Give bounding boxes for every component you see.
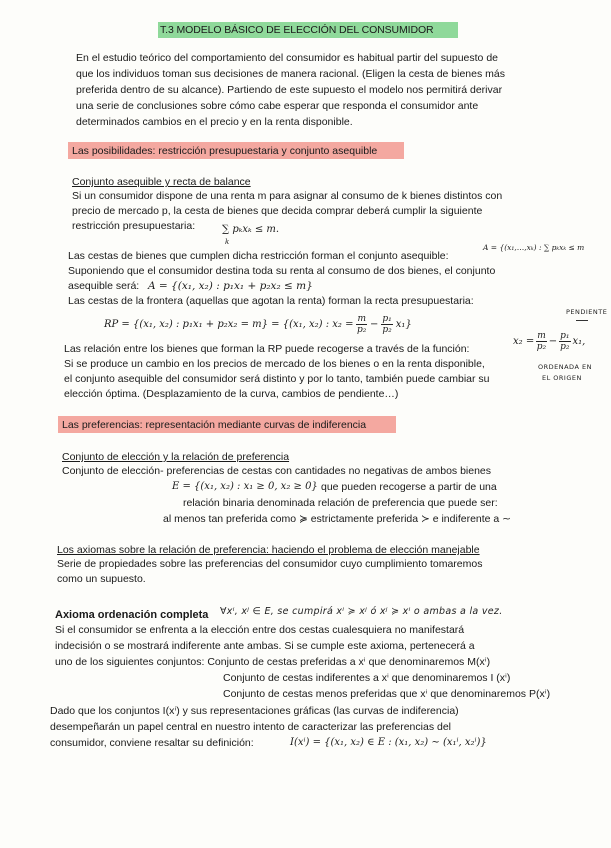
handwritten-note-pendiente: PENDIENTE bbox=[566, 308, 608, 316]
section2-subheading: Conjunto de elección y la relación de preferencia bbox=[62, 451, 290, 463]
fn-fraction-1-num: m bbox=[537, 330, 546, 341]
affordable-set-formula: A = {(x₁,…,xₖ) : ∑ pₖxₖ ≤ m bbox=[483, 243, 585, 252]
s3-p4: indecisión o se mostrará indiferente ante ambas. Si se cumple este axioma, pertenecerá a bbox=[55, 640, 475, 652]
budget-formula-subscript: k bbox=[225, 238, 230, 246]
budget-line-formula bbox=[104, 312, 412, 336]
section1-heading: Las posibilidades: restricción presupuestaria y conjunto asequible bbox=[72, 145, 378, 157]
s1-p7-line-1: Si se produce un cambio en los precios de mercado de los bienes o en la renta disponible, bbox=[64, 358, 485, 370]
s3-p9: desempeñarán un papel central en nuestro intento de caracterizar las preferencias del bbox=[50, 721, 451, 733]
s3-p5: uno de los siguientes conjuntos: Conjunto de cestas preferidas a xⁱ que denominaremos M(xⁱ) bbox=[55, 656, 491, 668]
choice-set-formula: E = {(x₁, x₂) : x₁ ≥ 0, x₂ ≥ 0} bbox=[172, 481, 318, 492]
s3-p1: Serie de propiedades sobre las preferencias del consumidor cuyo cumplimiento tomaremos bbox=[57, 558, 483, 570]
s2-p2-tail: que pueden recogerse a partir de una bbox=[321, 481, 497, 493]
s1-p5: Las cestas de la frontera (aquellas que agotan la renta) forman la recta presupuestaria: bbox=[68, 295, 474, 307]
fn-x2: x₂ = bbox=[513, 335, 535, 347]
s3-p8: Dado que los conjuntos I(xⁱ) y sus representaciones gráficas (las curvas de indiferencia) bbox=[50, 705, 459, 717]
fn-minus: − bbox=[548, 335, 558, 347]
section3-heading: Los axiomas sobre la relación de preferencia: haciendo el problema de elección manejable bbox=[57, 544, 480, 556]
s1-p6: Las relación entre los bienes que forman la RP puede recogerse a través de la función: bbox=[64, 343, 470, 355]
handwritten-note-ordenada-1: ORDENADA EN bbox=[538, 363, 592, 371]
rp-fraction-2-den: p₂ bbox=[382, 324, 392, 335]
s1-p2: Las cestas de bienes que cumplen dicha restricción forman el conjunto asequible: bbox=[68, 250, 449, 262]
s2-p3: relación binaria denominada relación de preferencia que puede ser: bbox=[183, 497, 498, 509]
axiom-title: Axioma ordenación completa bbox=[55, 609, 209, 621]
s3-p3: Si el consumidor se enfrenta a la elección entre dos cestas cualesquiera no manifestará bbox=[55, 624, 465, 636]
fn-fraction-2-num: p₁ bbox=[560, 330, 570, 341]
s1-p7-line-3: elección óptima. (Desplazamiento de la curva, cambios de pendiente…) bbox=[64, 388, 399, 400]
budget-line-function bbox=[513, 328, 585, 354]
fn-fraction-1 bbox=[536, 331, 547, 352]
rp-formula-text: RP = {(x₁, x₂) : p₁x₁ + p₂x₂ = m} = {(x₁, x₂) : x₂ = bbox=[104, 318, 354, 330]
s3-p7: Conjunto de cestas menos preferidas que xⁱ que denominaremos P(xⁱ) bbox=[223, 688, 551, 700]
s1-p1-line-3: restricción presupuestaria: bbox=[72, 220, 196, 232]
s3-p2: como un supuesto. bbox=[57, 573, 146, 585]
rp-fraction-1-den: p₂ bbox=[357, 324, 367, 335]
page-title: T.3 MODELO BÁSICO DE ELECCIÓN DEL CONSUMIDOR bbox=[160, 24, 434, 36]
fn-fraction-2 bbox=[559, 331, 570, 352]
s3-p10: consumidor, conviene resaltar su definición: bbox=[50, 737, 254, 749]
axiom-handwritten-definition: ∀xⁱ, xʲ ∈ E, se cumpirá xⁱ ≽ xʲ ó xʲ ≽ xⁱ o ambas a la vez. bbox=[220, 606, 503, 617]
fn-fraction-1-den: p₂ bbox=[536, 341, 547, 352]
rp-fraction-1-num: m bbox=[357, 313, 367, 324]
intro-line-5: determinados cambios en el precio y en la renta disponible. bbox=[76, 116, 353, 128]
rp-tail: x₁} bbox=[395, 318, 412, 330]
indifference-set-formula: I(xⁱ) = {(x₁, x₂) ∈ E : (x₁, x₂) ∼ (x₁ⁱ, x₂ⁱ)} bbox=[290, 737, 487, 748]
fn-tail: x₁, bbox=[572, 335, 586, 347]
s1-p1-line-1: Si un consumidor dispone de una renta m para asignar al consumo de k bienes distintos con bbox=[72, 190, 503, 202]
intro-line-1: En el estudio teórico del comportamiento del consumidor es habitual partir del supuesto de bbox=[76, 52, 498, 64]
handwritten-note-ordenada-2: EL ORIGEN bbox=[542, 374, 582, 382]
intro-line-2: que los individuos toman sus decisiones de manera racional. (Eligen la cesta de bienes más bbox=[76, 68, 505, 80]
budget-formula: ∑ pₖxₖ ≤ m. bbox=[222, 224, 280, 235]
s1-p7-line-2: el conjunto asequible del consumidor será distinto y por lo tanto, también puede cambiar su bbox=[64, 373, 490, 385]
rp-minus: − bbox=[370, 318, 379, 330]
s2-p4: al menos tan preferida como ≽ estrictamente preferida ≻ e indiferente a ∼ bbox=[163, 513, 511, 525]
s1-p3: Suponiendo que el consumidor destina toda su renta al consumo de dos bienes, el conjunto bbox=[68, 265, 496, 277]
handwritten-tilde-mark bbox=[576, 320, 588, 323]
s2-p1: Conjunto de elección- preferencias de cestas con cantidades no negativas de ambos bienes bbox=[62, 465, 492, 477]
section2-heading: Las preferencias: representación mediante curvas de indiferencia bbox=[62, 419, 367, 431]
rp-fraction-2 bbox=[381, 314, 392, 335]
rp-fraction-2-num: p₁ bbox=[382, 313, 392, 324]
two-good-set-formula: A = {(x₁, x₂) : p₁x₁ + p₂x₂ ≤ m} bbox=[148, 280, 313, 292]
s1-p1-line-2: precio de mercado p, la cesta de bienes que decida comprar deberá cumplir la siguiente bbox=[72, 205, 483, 217]
s1-p4-label: asequible será: bbox=[68, 280, 140, 292]
section1-subheading: Conjunto asequible y recta de balance bbox=[72, 176, 251, 188]
intro-line-4: una serie de conclusiones sobre cómo cabe esperar que responda el consumidor ante bbox=[76, 100, 479, 112]
s3-p6: Conjunto de cestas indiferentes a xⁱ que denominaremos I (xⁱ) bbox=[223, 672, 511, 684]
rp-fraction-1 bbox=[356, 314, 367, 335]
fn-fraction-2-den: p₂ bbox=[560, 341, 570, 352]
intro-line-3: preferida dentro de su alcance). Partiendo de este supuesto el modelo nos permitirá derivar bbox=[76, 84, 503, 96]
